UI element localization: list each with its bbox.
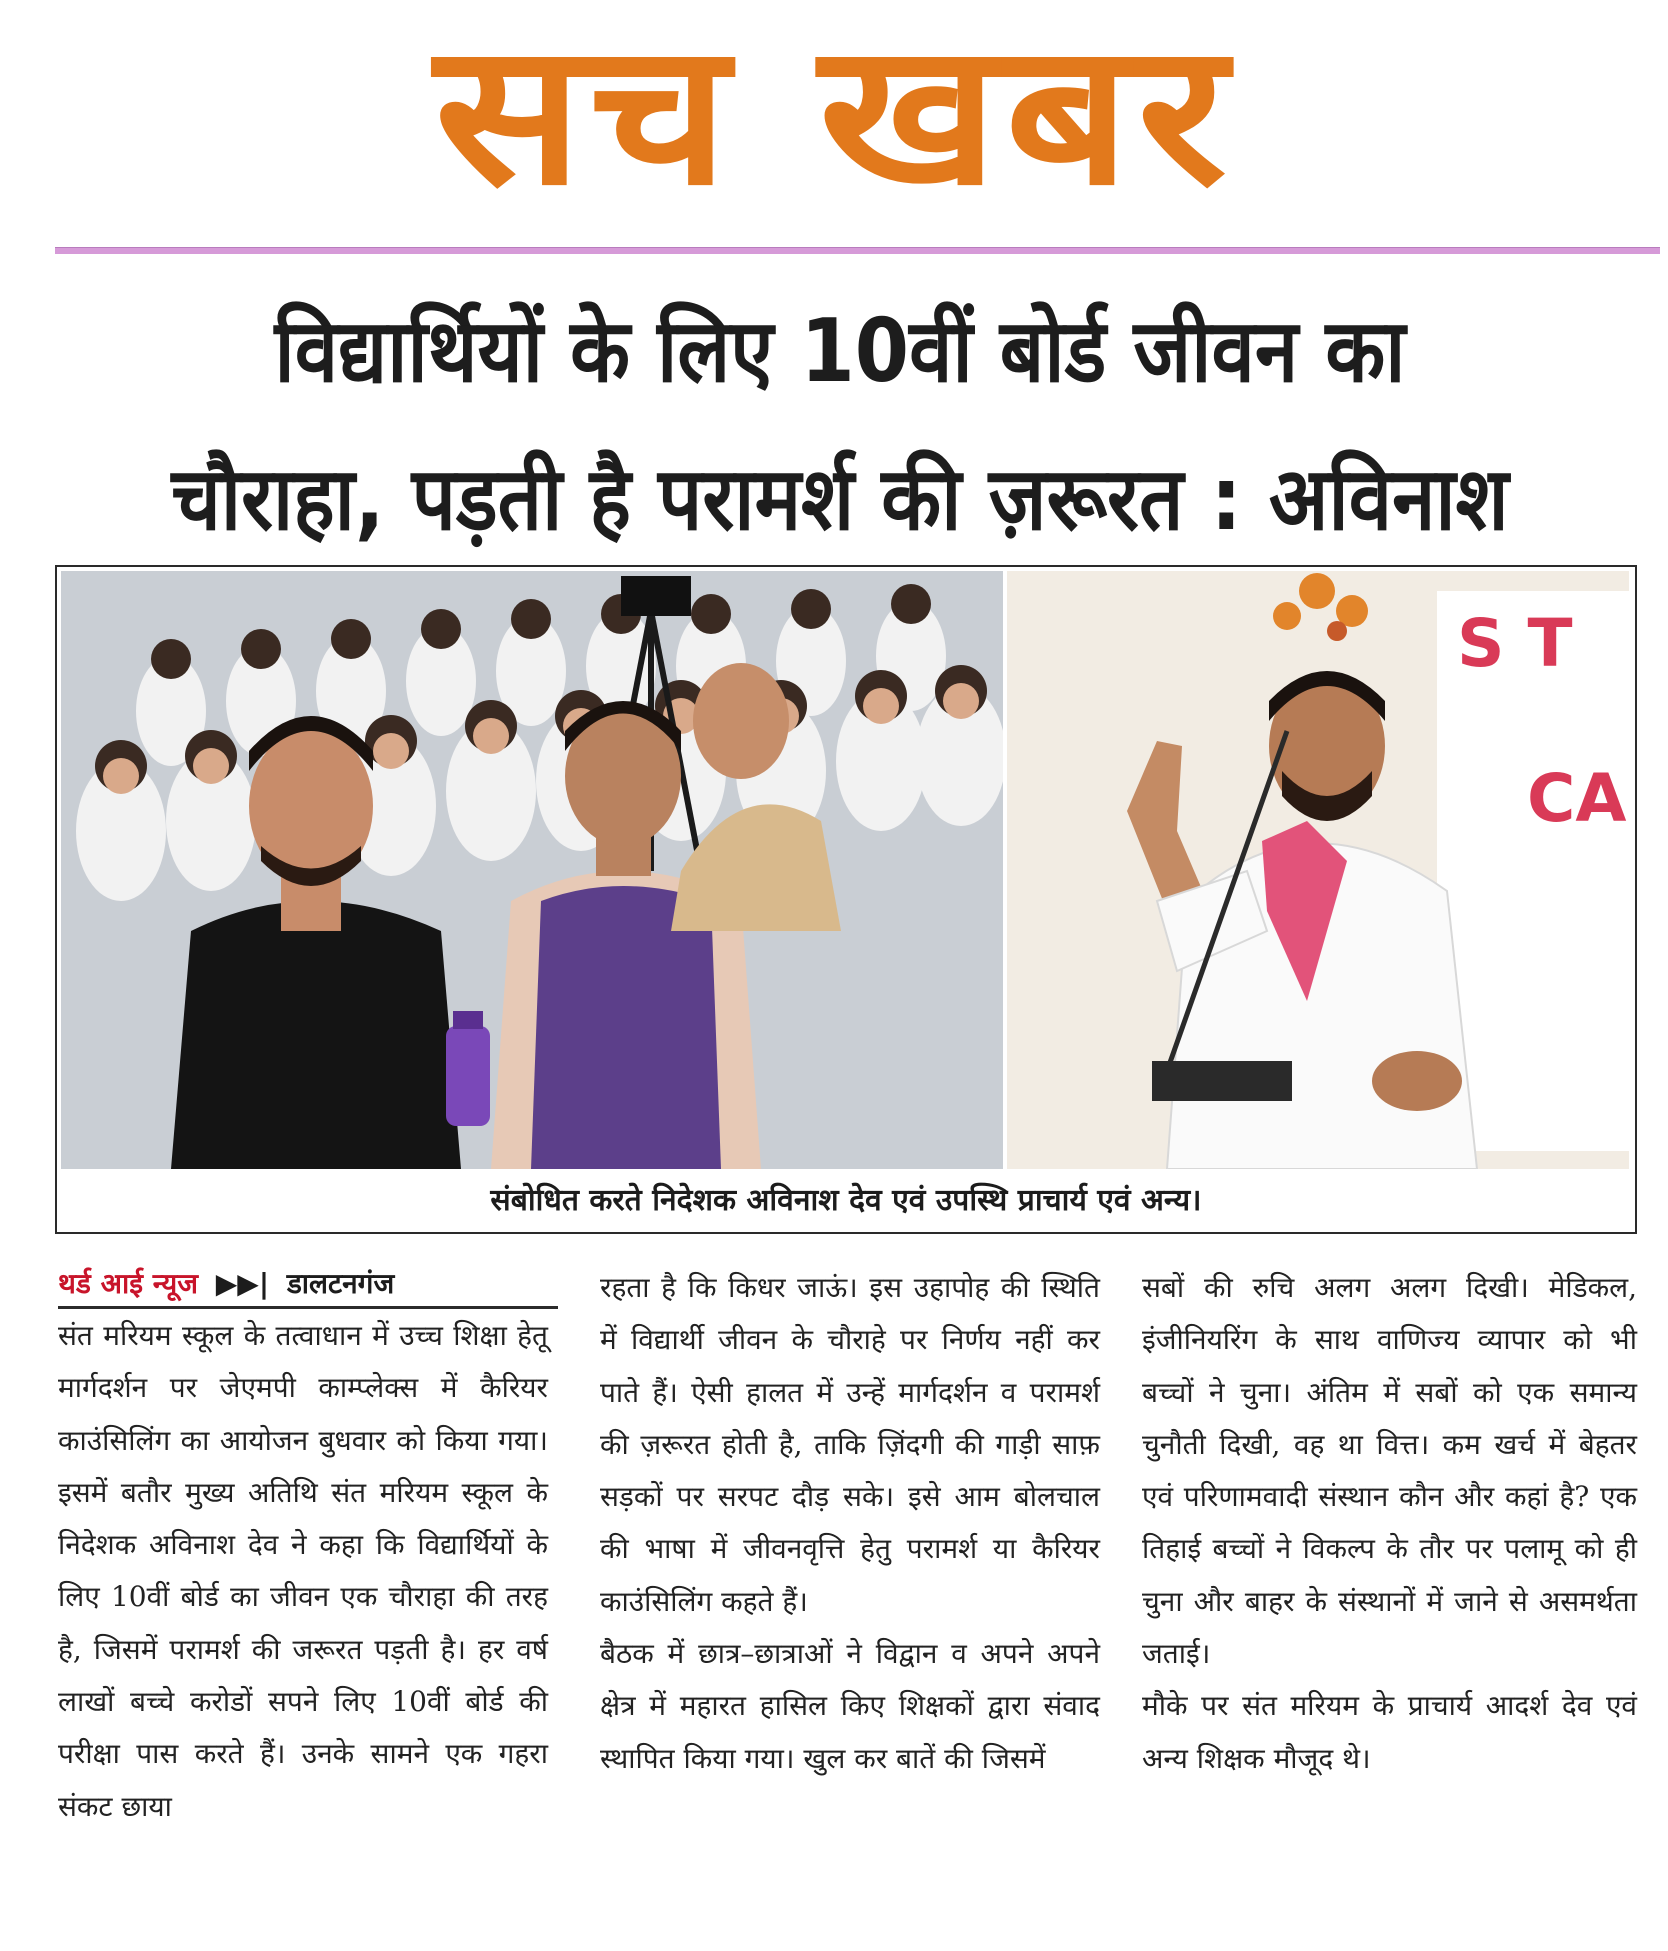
article-paragraph: सबों की रुचि अलग अलग दिखी। मेडिकल, इंजीनियरिंग के साथ वाणिज्य व्यापार को भी बच्चों ने चुना। अंतिम में सबों को एक समान्य चुनौती दिखी, वह था वित्त। कम खर्च में बेहतर एवं परिणामवादी संस्थान कौन और कहां है? एक तिहाई बच्चों ने विकल्प के तौर पर पलामू को ही चुना और बाहर के संस्थानों में जाने से असमर्थता जताई। — [1142, 1271, 1637, 1671]
article-paragraph: संत मरियम स्कूल के तत्वाधान में उच्च शिक्षा हेतू मार्गदर्शन पर जेएमपी काम्प्लेक्स में कैरियर काउंसिलिंग का आयोजन बुधवार को किया गया। इसमें बतौर मुख्य अतिथि संत मरियम स्कूल के निदेशक अविनाश देव ने कहा कि विद्यार्थियों के लिए 10वीं बोर्ड का जीवन एक चौराहा की तरह है, जिसमें परामर्श की जरूरत पड़ती है। हर वर्ष लाखों बच्चे करोडों सपने लिए 10वीं बोर्ड की परीक्षा पास करते हैं। उनके सामने एक गहरा संकट छाया — [58, 1319, 548, 1823]
audience-photo — [61, 571, 1003, 1169]
svg-text:CA: CA — [1527, 760, 1627, 837]
forward-arrow-icon: ▶▶| — [215, 1267, 270, 1300]
speaker-photo-illustration — [1007, 571, 1629, 1169]
article-column-2 — [600, 1262, 1100, 1785]
article-paragraph: मौके पर संत मरियम के प्राचार्य आदर्श देव एवं अन्य शिक्षक मौजूद थे। — [1142, 1689, 1637, 1775]
headline-line-2: चौराहा, पड़ती है परामर्श की ज़रूरत : अविनाश — [171, 449, 1509, 551]
article-column-1 — [58, 1310, 548, 1833]
article-paragraph: रहता है कि किधर जाऊं। इस उहापोह की स्थिति में विद्यार्थी जीवन के चौराहे पर निर्णय नहीं कर पाते हैं। ऐसी हालत में उन्हें मार्गदर्शन व परामर्श की ज़रूरत होती है, ताकि ज़िंदगी की गाड़ी साफ़ सड़कों पर सरपट दौड़ सके। इसे आम बोलचाल की भाषा में जीवनवृत्ति हेतु परामर्श या कैरियर काउंसिलिंग कहते हैं। — [600, 1271, 1100, 1618]
audience-photo-illustration — [61, 571, 1003, 1169]
article-paragraph: बैठक में छात्र–छात्राओं ने विद्वान व अपने अपने क्षेत्र में महारत हासिल किए शिक्षकों द्वारा संवाद स्थापित किया गया। खुल कर बातें की जिसमें — [600, 1637, 1100, 1775]
photo-caption: संबोधित करते निदेशक अविनाश देव एवं उपस्थि प्राचार्य एवं अन्य। — [490, 1183, 1202, 1218]
byline-agency: थर्ड आई न्यूज — [58, 1267, 199, 1300]
headline-line-1: विद्यार्थियों के लिए 10वीं बोर्ड जीवन का — [274, 301, 1406, 403]
byline-place: डालटनगंज — [286, 1267, 395, 1300]
banner-text: S T — [1457, 605, 1573, 682]
masthead-divider — [55, 247, 1660, 254]
masthead — [0, 0, 1668, 245]
speaker-photo — [1007, 571, 1629, 1169]
newspaper-title: सच खबर — [434, 1, 1234, 229]
article-column-3 — [1142, 1262, 1637, 1785]
headline — [40, 278, 1640, 574]
byline — [58, 1262, 558, 1309]
photo-frame — [55, 565, 1637, 1234]
